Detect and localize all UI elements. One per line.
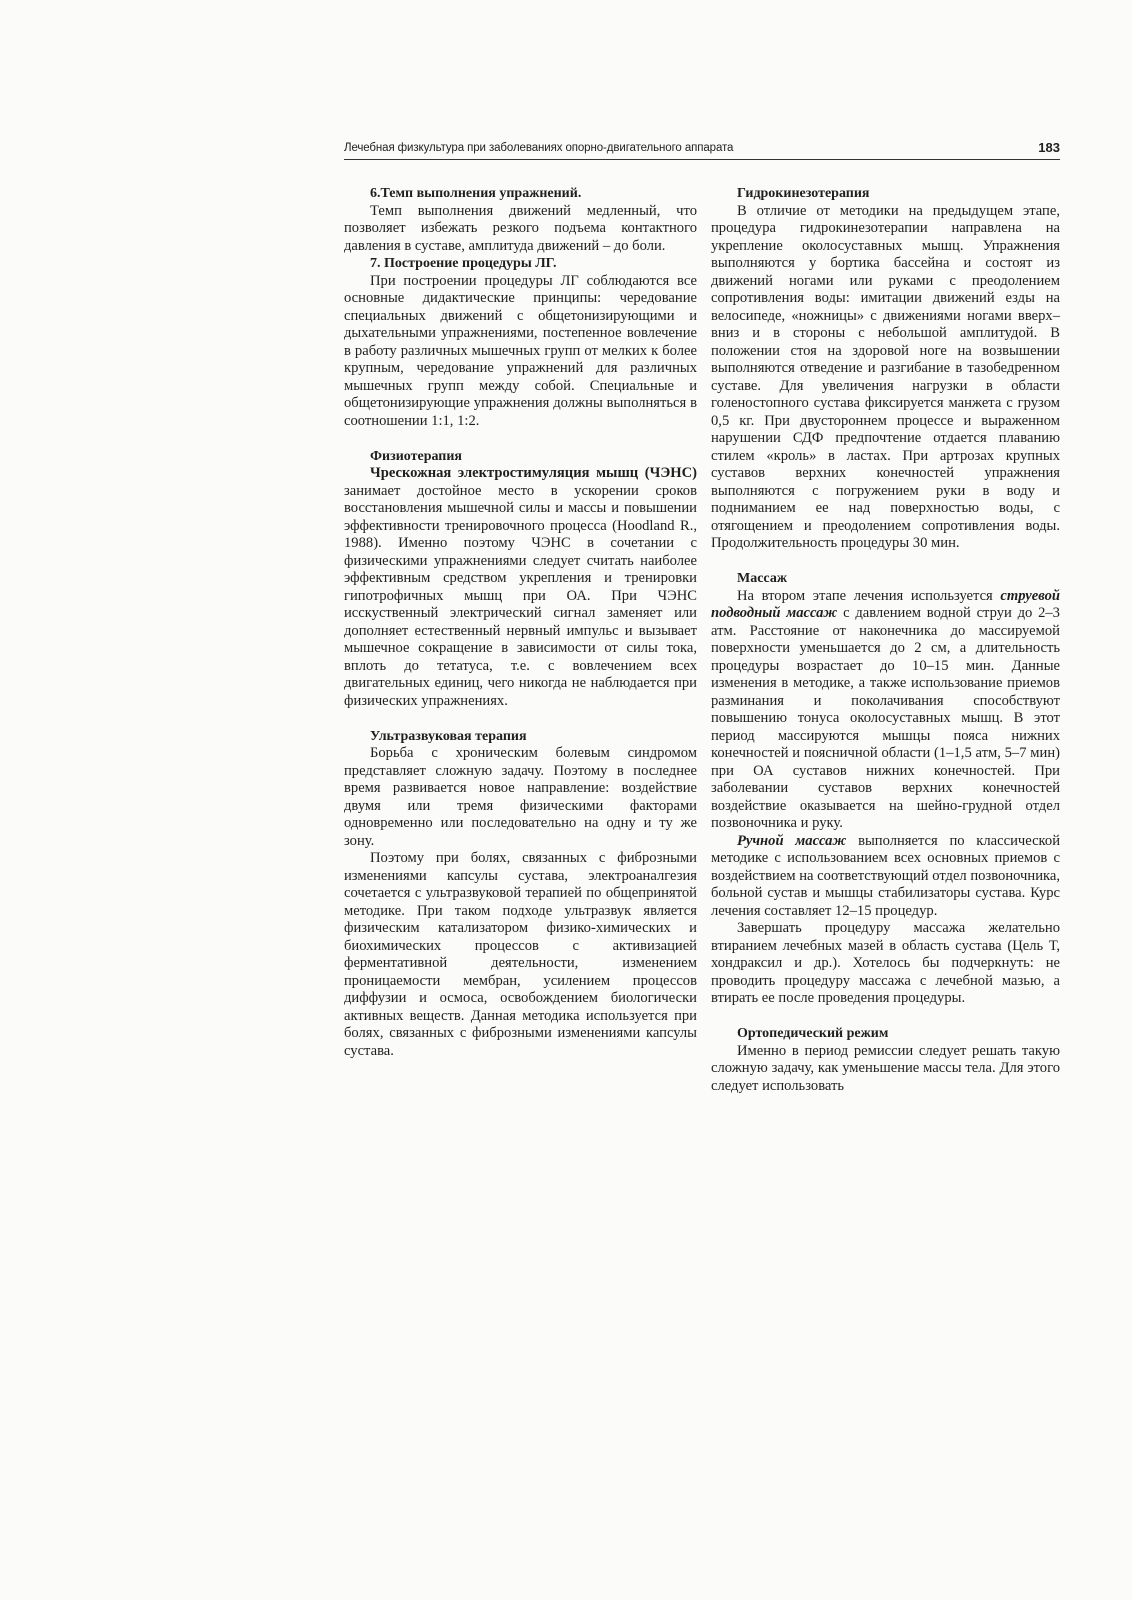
paragraph-physiotherapy — [344, 465, 697, 710]
paragraph-massage-1 — [711, 588, 1060, 833]
heading-physiotherapy: Физиотерапия — [370, 448, 462, 464]
left-column — [344, 185, 697, 1060]
paragraph-tempo: Темп выполнения движений медленный, что позволяет избежать резкого подъема контактного давления в суставе, амплитуда движений – до боли. — [344, 202, 697, 254]
massage-1-term: струевой подводный массаж — [711, 587, 1060, 621]
paragraph-ultrasound-2: Поэтому при болях, связанных с фиброзными изменениями капсулы сустава, электроаналгезия сочетается с ультразвуковой терапией по общепринятой методике. При таком подходе ультразвук является физическим катализатором физико-химических и биохимических процессов с активизацией ферментативной деятельности, изменением проницаемости мембран, усилением процессов диффузии и осмоса, освобождением биологически активных веществ. Данная методика используется при болях, связанных с фиброзными изменениями капсулы сустава. — [344, 850, 697, 1059]
heading-massage: Массаж — [737, 571, 787, 586]
right-column — [711, 185, 1060, 1095]
page-number: 183 — [1038, 140, 1060, 155]
paragraph-massage-2 — [711, 833, 1060, 921]
massage-2-text: выполняется по классической методике с использованием всех основных приемов с воздействием на соответствующий отдел позвоночника, больной сустав и мышцы стабилизаторы сустава. Курс лечения составляет 12–15 процедур. — [711, 832, 1061, 919]
running-head-title: Лечебная физкультура при заболеваниях опорно-двигательного аппарата — [344, 142, 734, 154]
heading-orthopedic-regime: Ортопедический режим — [737, 1026, 889, 1041]
paragraph-massage-3: Завершать процедуру массажа желательно втиранием лечебных мазей в область сустава (Цель Т, хондраксил и др.). Хотелось бы подчеркнуть: не проводить процедуру массажа с лечебной мазью, а втирать ее после проведения процедуры. — [711, 920, 1060, 1006]
paragraph-orthopedic-regime: Именно в период ремиссии следует решать такую сложную задачу, как уменьшение массы тела. Для этого следует использовать — [711, 1042, 1060, 1094]
massage-1-text: с давлением водной струи до 2–3 атм. Расстояние от наконечника до массируемой поверхности уменьшается до 2 см, а длительность процедуры возрастает до 10–15 мин. Данные изменения в методике, а также использование приемов разминания и поколачивания способствуют повышению тонуса околосуставных мышц. В этот период массируются мышцы пояса нижних конечностей и поясничной области (1–1,5 атм, 5–7 мин) при ОА суставов нижних конечностей. При заболевании суставов верхних конечностей воздействие оказывается на шейно-грудной отдел позвоночника и руку. — [711, 605, 1060, 831]
paragraph-procedure-construction: При построении процедуры ЛГ соблюдаются все основные дидактические принципы: чередование специальных движений с общетонизирующими и дыхательными упражнениями, постепенное вовлечение в работу различных мышечных групп от мелких к более крупным, чередование упражнений для различных мышечных групп между собой. Специальные и общетонизирующие упражнения должны выполняться в соотношении 1:1, 1:2. — [344, 272, 697, 429]
heading-tempo: 6.Темп выполнения упражнений. — [370, 186, 582, 201]
heading-hydrokinesiotherapy: Гидрокинезотерапия — [737, 186, 870, 201]
physiotherapy-lead-term: Чрескожная электростимуляция мышц (ЧЭНС) — [370, 465, 697, 481]
running-head — [344, 141, 1060, 160]
massage-1-intro: На втором этапе лечения используется — [737, 587, 1001, 604]
paragraph-ultrasound-1: Борьба с хроническим болевым синдромом представляет сложную задачу. Поэтому в последнее время развивается новое направление: воздействие двумя или тремя физическими факторами одновременно или последовательно на одну и ту же зону. — [344, 745, 697, 849]
massage-2-term: Ручной массаж — [737, 832, 847, 849]
physiotherapy-text: занимает достойное место в ускорении сроков восстановления мышечной силы и массы и повышении эффективности тренировочного процесса (Hoodland R., 1988). Именно поэтому ЧЭНС в сочетании с физическими упражнениями следует считать наиболее эффективным средством укрепления и тренировки гипотрофичных мышц при ОА. При ЧЭНС исскуственный электрический сигнал заменяет или дополняет естественный нервный импульс и вызывает мышечное сокращение в зависимости от силы тока, вплоть до тетатуса, т.е. с вовлечением всех двигательных единиц, чего никогда не наблюдается при физических упражнениях. — [344, 482, 697, 709]
paragraph-hydrokinesiotherapy: В отличие от методики на предыдущем этапе, процедура гидрокинезотерапии направлена на укрепление околосуставных мышц. Упражнения выполняются у бортика бассейна и состоят из движений ногами или руками с преодолением сопротивления воды: имитации движений езды на велосипеде, «ножницы» с движениями ногами вверх–вниз и в стороны с небольшой амплитудой. В положении стоя на здоровой ноге на возвышении выполняются отведение и разгибание в тазобедренном суставе. Для увеличения нагрузки в области голеностопного сустава фиксируется манжета с грузом 0,5 кг. При двустороннем процессе и выраженном нарушении СДФ предпочтение отдается плаванию стилем «кроль» в ластах. При артрозах крупных суставов верхних конечностей упражнения выполняются с погружением руки в воду и подниманием ее над поверхностью воды, с отягощением и преодолением сопротивления воды. Продолжительность процедуры 30 мин. — [711, 202, 1060, 551]
heading-procedure-construction: 7. Построение процедуры ЛГ. — [370, 256, 557, 271]
heading-ultrasound-therapy: Ультразвуковая терапия — [370, 728, 527, 744]
